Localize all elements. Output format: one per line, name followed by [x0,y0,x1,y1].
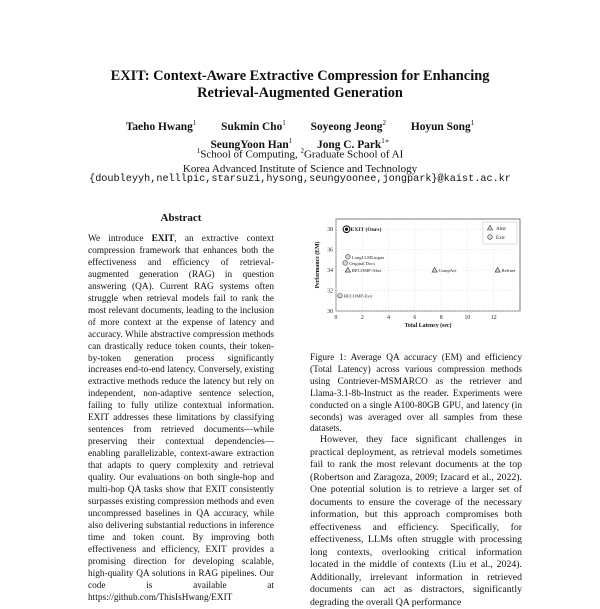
point-label: CompAct [438,268,457,274]
intro-paragraph: However, they face significant challenges in practical deployment, as retrieval models sometimes fail to rank the most relevant documents at the top (Robertson and Zaragoza, 2009; Izacard et al., 2022). One potential solution is to retrieve a larger set of documents to ensure the coverage of the necessary information, but this approach compromises both effectiveness and efficiency. Specifically, for effectiveness, LLMs often struggle with processing long contexts, overlooking critical information located in the middle of contexts (Liu et al., 2024). Additionally, irrelevant information in retrieved documents can act as distractors, significantly degrading the overall QA performance [310,434,522,608]
y-axis-label: Performance (EM) [315,241,321,289]
title-line-2: Retrieval-Augmented Generation [197,85,403,101]
author: SeungYoon Han$^1$ [210,137,293,152]
legend-label: Abst [496,226,506,232]
affiliation-line-2: Korea Advanced Institute of Science and Technology [182,163,418,176]
author-emails: {doubleyyh,nelllpic,starsuzi,hysong,seungyoonee,jongpark}@kaist.ac.kr [89,174,511,185]
x-tick-label: 6 [413,315,417,321]
author: Taeho Hwang$^1$ [125,119,197,133]
x-tick-label: 8 [439,315,443,321]
author: Jong C. Park$^{1∗}$ [317,137,390,152]
y-tick-label: 32 [327,288,333,295]
x-tick-label: 10 [464,315,471,321]
exit-name: EXIT [151,234,175,244]
x-axis-label: Total Latency (sec) [404,323,452,328]
legend-marker [488,235,493,240]
author: Hoyun Song$^1$ [410,119,475,133]
point-label: Original Docs [349,260,376,266]
title-line-1: EXIT: Context-Aware Extractive Compression for Enhancing [110,68,490,84]
point-marker [346,255,351,260]
x-tick-label: 2 [360,315,364,321]
y-tick-label: 36 [327,247,333,254]
point-marker-center [345,228,348,231]
author: Sukmin Cho$^1$ [221,119,286,133]
authors-line-1 [0,116,600,134]
x-tick-label: 12 [490,315,497,321]
point-label: Refiner [501,268,516,274]
x-tick-label: 4 [387,315,391,321]
affiliations [0,144,600,177]
point-marker [338,293,343,298]
y-tick-label: 30 [327,309,333,315]
point-label: LongLLMLingua [351,254,385,260]
point-marker [343,261,348,266]
figure-caption: Figure 1: Average QA accuracy (EM) and efficiency (Total Latency) across various compression methods using Contriever-MSMARCO as the retriever and Llama-3.1-8b-Instruct as the reader. Experiments were conducted on a single A100-80GB GPU, and latency (in seconds) was averaged over all samples from these datasets. [310,353,522,435]
author: Soyeong Jeong$^2$ [310,119,386,133]
point-label: RECOMP-Abst [351,268,381,274]
y-tick-label: 34 [327,268,333,275]
abstract-body: We introduce EXIT, an extractive context compression framework that enhances both the effectiveness and efficiency of retrieval-augmented generation (RAG) in question answering (QA). Current RAG systems often struggle when retrieval models fail to rank the most relevant documents, leading to the inclusion of more context at the expense of latency and accuracy. While abstractive compression methods can drastically reduce token counts, their token-by-token generation process significantly increases end-to-end latency. Conversely, existing extractive methods reduce the latency but rely on independent, non-adaptive sentence selection, failing to fully utilize contextual information. EXIT addresses these limitations by classifying sentences from retrieved documents—while preserving their contextual dependencies—enabling parallelizable, context-aware extraction that adapts to query complexity and retrieval quality. Our evaluations on both single-hop and multi-hop QA tasks show that EXIT consistently surpasses existing compression methods and even uncompressed baselines in QA accuracy, while also delivering substantial reductions in inference time and token count. By improving both effectiveness and efficiency, EXIT provides a promising direction for developing scalable, high-quality QA solutions in RAG pipelines. Our code is available at https://github.com/ThisIsHwang/EXIT [88,234,274,603]
point-label: EXIT (Ours) [350,227,382,234]
affiliation-line-1: $^1$School of Computing, $^2$Graduate School of AI [196,147,404,161]
figure-1-chart [306,213,526,328]
point-label: RECOMP-Extr [343,293,373,299]
legend-label: Extr [496,235,505,241]
paper-title [0,68,600,102]
x-tick-label: 0 [334,315,338,321]
abstract-heading: Abstract [160,212,202,224]
y-tick-label: 38 [327,227,333,234]
